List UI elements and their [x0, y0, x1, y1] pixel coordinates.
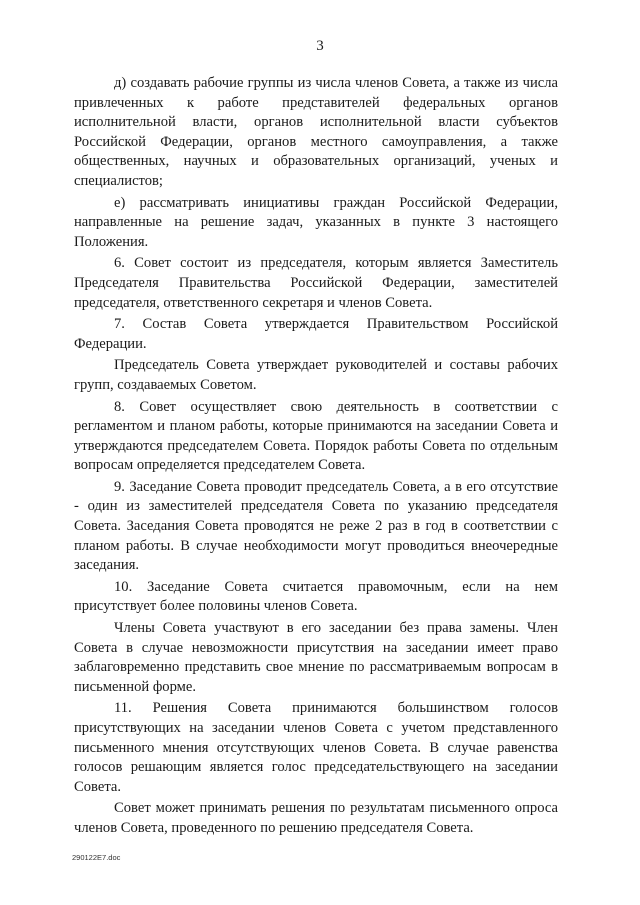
- paragraph-9: 9. Заседание Совета проводит председатель Совета, а в его отсутствие - один из заместителей председателя Совета по указанию председателя Совета. Заседания Совета проводятся не реже 2 раз в год в соответствии с планом работы. В случае необходимости могут проводиться внеочередные заседания.: [74, 478, 558, 574]
- footer-filename: 290122E7.doc: [72, 853, 121, 862]
- paragraph-d: д) создавать рабочие группы из числа членов Совета, а также из числа привлеченных к работе представителей федеральных органов исполнительной власти, органов исполнительной власти субъектов Российской Федерации, органов местного самоуправления, а также общественных, научных и образовательных организаций, ученых и специалистов;: [74, 75, 558, 189]
- paragraph-11: 11. Решения Совета принимаются большинством голосов присутствующих на заседании членов Совета с учетом представленного письменного мнения отсутствующих членов Совета. В случае равенства голосов решающим является голос председательствующего на заседании Совета.: [74, 700, 558, 795]
- paragraph-11-written-poll: Совет может принимать решения по результатам письменного опроса членов Совета, проведенного по решению председателя Совета.: [74, 800, 558, 836]
- paragraph-7: 7. Состав Совета утверждается Правительством Российской Федерации.: [74, 316, 558, 352]
- document-body: [74, 74, 558, 841]
- paragraph-7-chairman: Председатель Совета утверждает руководителей и составы рабочих групп, создаваемых Советом.: [74, 357, 558, 393]
- paragraph-10-members: Члены Совета участвуют в его заседании без права замены. Член Совета в случае невозможности присутствия на заседании имеет право заблаговременно представить свое мнение по рассматриваемым вопросам в письменной форме.: [74, 620, 558, 695]
- paragraph-6: 6. Совет состоит из председателя, которым является Заместитель Председателя Правительства Российской Федерации, заместителей председателя, ответственного секретаря и членов Совета.: [74, 255, 558, 311]
- paragraph-10: 10. Заседание Совета считается правомочным, если на нем присутствует более половины членов Совета.: [74, 578, 558, 615]
- paragraph-e: е) рассматривать инициативы граждан Российской Федерации, направленные на решение задач, указанных в пункте 3 настоящего Положения.: [74, 194, 558, 250]
- paragraph-8: 8. Совет осуществляет свою деятельность в соответствии с регламентом и планом работы, которые принимаются на заседании Совета и утверждаются председателем Совета. Порядок работы Совета по отдельным вопросам определяется председателем Совета.: [74, 398, 558, 474]
- page-number: 3: [316, 38, 324, 54]
